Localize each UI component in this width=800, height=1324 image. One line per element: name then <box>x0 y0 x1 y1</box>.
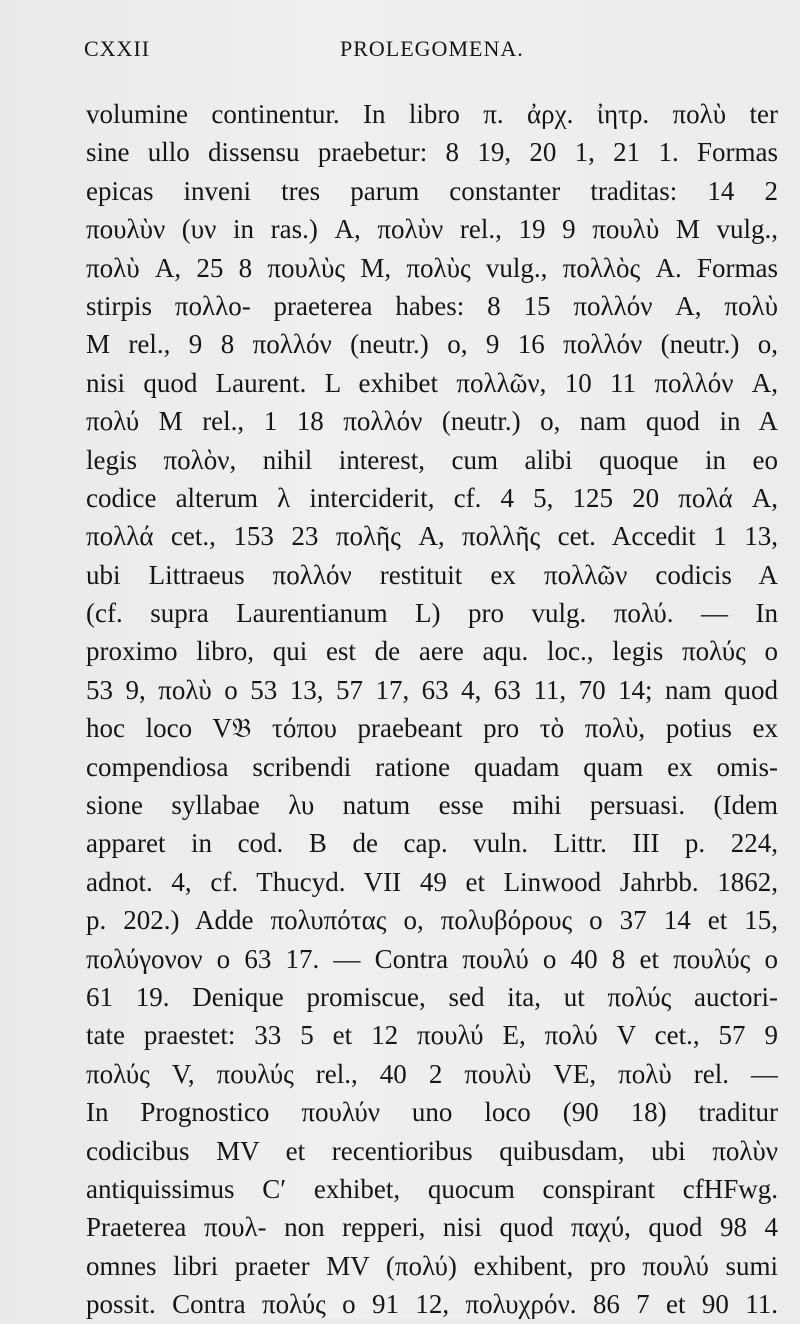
text-line: In Prognostico πουλύν uno loco (90 18) traditur <box>86 1097 778 1128</box>
text-line: πολύ M rel., 1 18 πολλόν (neutr.) o, nam quod in A <box>86 406 778 437</box>
text-line: sione syllabae λυ natum esse mihi persuasi. (Idem <box>86 790 778 821</box>
text-line: ubi Littraeus πολλόν restituit ex πολλῶν codicis A <box>86 559 778 590</box>
text-line: antiquissimus C′ exhibet, quocum conspirant cfHFwg. <box>86 1173 778 1204</box>
text-line: codice alterum λ interciderit, cf. 4 5, 125 20 πολά A, <box>86 482 778 513</box>
text-line: πουλὺν (υν in ras.) A, πολὺν rel., 19 9 πουλὺ M vulg., <box>86 214 778 245</box>
text-line: πολύς V, πουλύς rel., 40 2 πουλὺ VE, πολὺ rel. — <box>86 1058 778 1089</box>
text-line: epicas inveni tres parum constanter traditas: 14 2 <box>86 175 778 206</box>
text-line: compendiosa scribendi ratione quadam quam ex omis- <box>86 751 778 782</box>
page-number: CXXII <box>84 36 151 61</box>
text-line: hoc loco V𝔅 τόπου praebeant pro τὸ πολὺ, potius ex <box>86 713 778 744</box>
text-line: legis πολὸν, nihil interest, cum alibi quoque in eo <box>86 444 778 475</box>
text-line: πολὺ A, 25 8 πουλὺς M, πολὺς vulg., πολλὸς A. Formas <box>86 252 778 283</box>
running-head <box>84 32 774 68</box>
text-line: M rel., 9 8 πολλόν (neutr.) o, 9 16 πολλόν (neutr.) o, <box>86 329 778 360</box>
text-line: omnes libri praeter MV (πολύ) exhibent, pro πουλύ sumi <box>86 1250 778 1281</box>
text-line: p. 202.) Adde πολυπότας o, πολυβόρους o 37 14 et 15, <box>86 905 778 936</box>
text-line: nisi quod Laurent. L exhibet πολλῶν, 10 11 πολλόν A, <box>86 367 778 398</box>
text-line: πολλά cet., 153 23 πολῆς A, πολλῆς cet. Accedit 1 13, <box>86 521 778 552</box>
text-line: volumine continentur. In libro π. ἀρχ. ἰητρ. πολὺ ter <box>86 99 778 129</box>
text-line: stirpis πολλο- praeterea habes: 8 15 πολλόν A, πολὺ <box>86 290 778 321</box>
body-text <box>86 95 778 1324</box>
text-line: sine ullo dissensu praebetur: 8 19, 20 1, 21 1. Formas <box>86 137 778 168</box>
text-line: proximo libro, qui est de aere aqu. loc., legis πολύς o <box>86 636 778 667</box>
text-line: (cf. supra Laurentianum L) pro vulg. πολύ. — In <box>86 598 778 629</box>
text-line: possit. Contra πολύς o 91 12, πολυχρόν. 86 7 et 90 11. <box>86 1289 778 1320</box>
page-title: PROLEGOMENA. <box>340 36 524 61</box>
text-line: codicibus MV et recentioribus quibusdam, ubi πολὺν <box>86 1135 778 1166</box>
text-line: tate praestet: 33 5 et 12 πουλύ E, πολύ V cet., 57 9 <box>86 1020 778 1051</box>
text-line: adnot. 4, cf. Thucyd. VII 49 et Linwood Jahrbb. 1862, <box>86 866 778 897</box>
text-line: πολύγονον o 63 17. — Contra πουλύ o 40 8 et πουλύς o <box>86 943 778 974</box>
text-line: Praeterea πουλ- non repperi, nisi quod παχύ, quod 98 4 <box>86 1212 778 1243</box>
text-line: 61 19. Denique promiscue, sed ita, ut πολύς auctori- <box>86 981 778 1012</box>
text-line: 53 9, πολὺ o 53 13, 57 17, 63 4, 63 11, 70 14; nam quod <box>86 674 778 705</box>
text-line: apparet in cod. B de cap. vuln. Littr. III p. 224, <box>86 828 778 859</box>
